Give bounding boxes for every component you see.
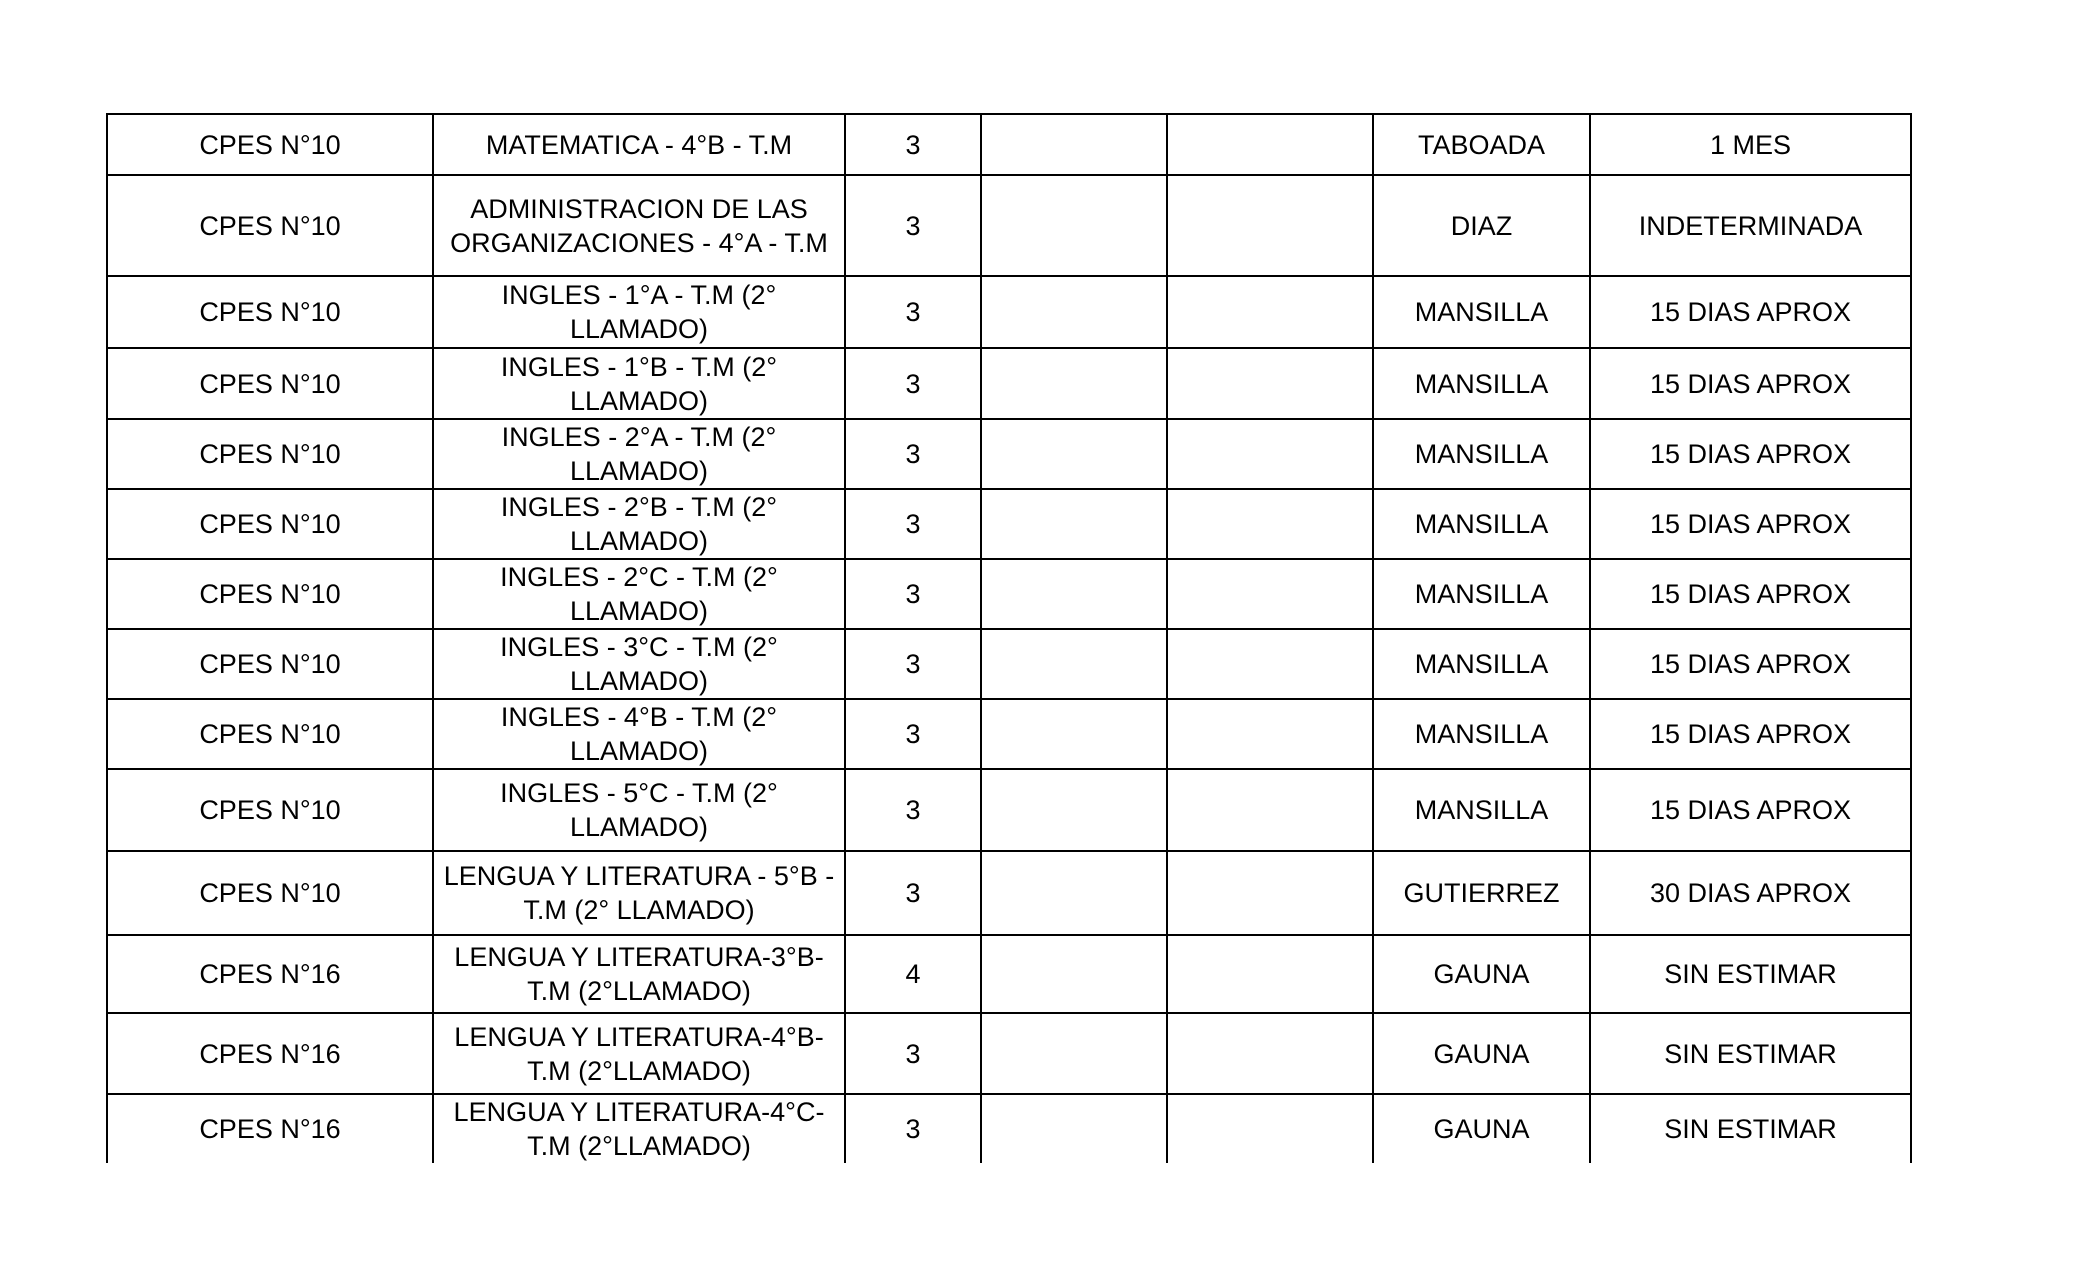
subject-cell: INGLES - 2°C - T.M (2° LLAMADO) — [433, 559, 845, 629]
school-cell: CPES N°10 — [107, 699, 433, 769]
teacher-cell: MANSILLA — [1373, 699, 1590, 769]
empty-cell — [1167, 1094, 1373, 1163]
subject-cell: INGLES - 2°A - T.M (2° LLAMADO) — [433, 419, 845, 489]
school-cell: CPES N°10 — [107, 276, 433, 348]
empty-cell — [981, 1013, 1167, 1094]
teacher-cell: MANSILLA — [1373, 348, 1590, 419]
hours-cell: 3 — [845, 629, 981, 699]
table-row — [107, 699, 1911, 769]
teacher-cell: MANSILLA — [1373, 769, 1590, 851]
empty-cell — [1167, 629, 1373, 699]
empty-cell — [1167, 851, 1373, 935]
teacher-cell: MANSILLA — [1373, 419, 1590, 489]
empty-cell — [1167, 699, 1373, 769]
empty-cell — [981, 629, 1167, 699]
subject-cell: INGLES - 3°C - T.M (2° LLAMADO) — [433, 629, 845, 699]
empty-cell — [1167, 769, 1373, 851]
subject-cell: ADMINISTRACION DE LAS ORGANIZACIONES - 4°A - T.M — [433, 175, 845, 276]
table-row — [107, 419, 1911, 489]
empty-cell — [981, 699, 1167, 769]
empty-cell — [981, 851, 1167, 935]
empty-cell — [981, 935, 1167, 1013]
empty-cell — [1167, 935, 1373, 1013]
empty-cell — [1167, 419, 1373, 489]
empty-cell — [1167, 1013, 1373, 1094]
teacher-cell: MANSILLA — [1373, 276, 1590, 348]
hours-cell: 3 — [845, 1094, 981, 1163]
school-cell: CPES N°16 — [107, 935, 433, 1013]
hours-cell: 3 — [845, 851, 981, 935]
duration-cell: 15 DIAS APROX — [1590, 699, 1911, 769]
spreadsheet-page — [106, 113, 1912, 1163]
empty-cell — [981, 489, 1167, 559]
empty-cell — [1167, 559, 1373, 629]
subject-cell: LENGUA Y LITERATURA-4°C-T.M (2°LLAMADO) — [433, 1094, 845, 1163]
table-row — [107, 1094, 1911, 1163]
table-row — [107, 348, 1911, 419]
teacher-cell: GAUNA — [1373, 935, 1590, 1013]
hours-cell: 4 — [845, 935, 981, 1013]
school-cell: CPES N°16 — [107, 1094, 433, 1163]
empty-cell — [981, 1094, 1167, 1163]
empty-cell — [981, 769, 1167, 851]
hours-cell: 3 — [845, 699, 981, 769]
empty-cell — [1167, 114, 1373, 175]
empty-cell — [981, 175, 1167, 276]
teacher-cell: MANSILLA — [1373, 629, 1590, 699]
table-row — [107, 276, 1911, 348]
duration-cell: 15 DIAS APROX — [1590, 489, 1911, 559]
table-row — [107, 114, 1911, 175]
table-row — [107, 1013, 1911, 1094]
duration-cell: 15 DIAS APROX — [1590, 276, 1911, 348]
empty-cell — [981, 559, 1167, 629]
subject-cell: INGLES - 2°B - T.M (2° LLAMADO) — [433, 489, 845, 559]
empty-cell — [981, 114, 1167, 175]
hours-cell: 3 — [845, 769, 981, 851]
teacher-cell: DIAZ — [1373, 175, 1590, 276]
empty-cell — [1167, 489, 1373, 559]
table-row — [107, 489, 1911, 559]
duration-cell: SIN ESTIMAR — [1590, 1094, 1911, 1163]
teacher-cell: GAUNA — [1373, 1094, 1590, 1163]
vacancy-table — [106, 113, 1912, 1163]
teacher-cell: TABOADA — [1373, 114, 1590, 175]
empty-cell — [981, 348, 1167, 419]
subject-cell: INGLES - 4°B - T.M (2° LLAMADO) — [433, 699, 845, 769]
duration-cell: 15 DIAS APROX — [1590, 348, 1911, 419]
duration-cell: 30 DIAS APROX — [1590, 851, 1911, 935]
duration-cell: SIN ESTIMAR — [1590, 1013, 1911, 1094]
hours-cell: 3 — [845, 276, 981, 348]
empty-cell — [1167, 348, 1373, 419]
school-cell: CPES N°10 — [107, 489, 433, 559]
duration-cell: 15 DIAS APROX — [1590, 419, 1911, 489]
subject-cell: LENGUA Y LITERATURA-3°B-T.M (2°LLAMADO) — [433, 935, 845, 1013]
subject-cell: LENGUA Y LITERATURA - 5°B - T.M (2° LLAMADO) — [433, 851, 845, 935]
empty-cell — [981, 419, 1167, 489]
school-cell: CPES N°10 — [107, 629, 433, 699]
duration-cell: 1 MES — [1590, 114, 1911, 175]
duration-cell: SIN ESTIMAR — [1590, 935, 1911, 1013]
table-row — [107, 175, 1911, 276]
subject-cell: INGLES - 1°B - T.M (2° LLAMADO) — [433, 348, 845, 419]
teacher-cell: MANSILLA — [1373, 489, 1590, 559]
teacher-cell: MANSILLA — [1373, 559, 1590, 629]
table-row — [107, 769, 1911, 851]
duration-cell: 15 DIAS APROX — [1590, 769, 1911, 851]
school-cell: CPES N°10 — [107, 114, 433, 175]
table-row — [107, 559, 1911, 629]
school-cell: CPES N°10 — [107, 851, 433, 935]
teacher-cell: GUTIERREZ — [1373, 851, 1590, 935]
school-cell: CPES N°16 — [107, 1013, 433, 1094]
empty-cell — [981, 276, 1167, 348]
school-cell: CPES N°10 — [107, 419, 433, 489]
duration-cell: INDETERMINADA — [1590, 175, 1911, 276]
subject-cell: INGLES - 1°A - T.M (2° LLAMADO) — [433, 276, 845, 348]
table-row — [107, 935, 1911, 1013]
table-row — [107, 851, 1911, 935]
hours-cell: 3 — [845, 559, 981, 629]
duration-cell: 15 DIAS APROX — [1590, 629, 1911, 699]
empty-cell — [1167, 175, 1373, 276]
teacher-cell: GAUNA — [1373, 1013, 1590, 1094]
hours-cell: 3 — [845, 1013, 981, 1094]
empty-cell — [1167, 276, 1373, 348]
hours-cell: 3 — [845, 348, 981, 419]
hours-cell: 3 — [845, 489, 981, 559]
hours-cell: 3 — [845, 114, 981, 175]
hours-cell: 3 — [845, 175, 981, 276]
hours-cell: 3 — [845, 419, 981, 489]
school-cell: CPES N°10 — [107, 769, 433, 851]
school-cell: CPES N°10 — [107, 559, 433, 629]
subject-cell: MATEMATICA - 4°B - T.M — [433, 114, 845, 175]
school-cell: CPES N°10 — [107, 175, 433, 276]
duration-cell: 15 DIAS APROX — [1590, 559, 1911, 629]
table-row — [107, 629, 1911, 699]
school-cell: CPES N°10 — [107, 348, 433, 419]
subject-cell: INGLES - 5°C - T.M (2° LLAMADO) — [433, 769, 845, 851]
subject-cell: LENGUA Y LITERATURA-4°B-T.M (2°LLAMADO) — [433, 1013, 845, 1094]
